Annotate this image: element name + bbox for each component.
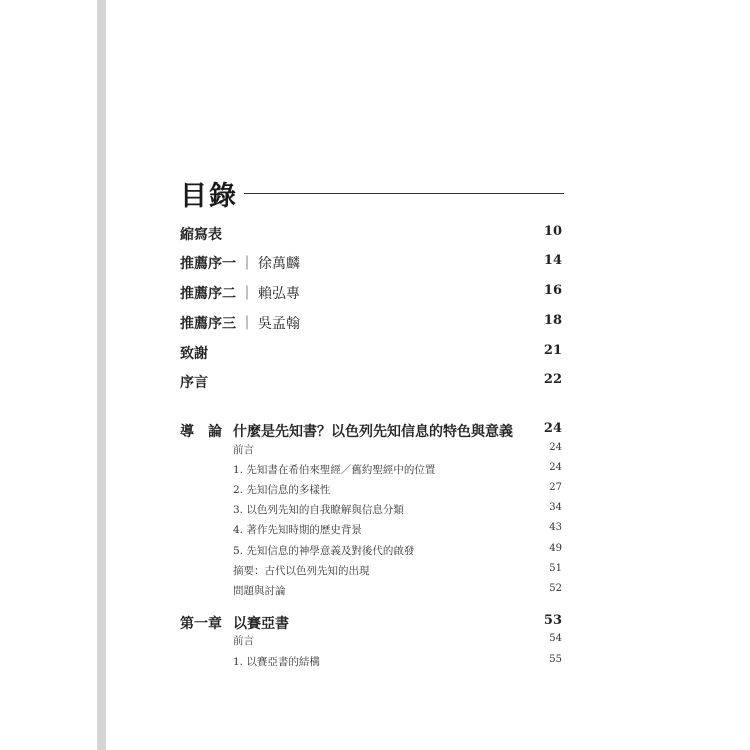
entry-label xyxy=(180,313,300,333)
toc-section-introduction[interactable] xyxy=(180,421,562,443)
toc-subentry[interactable] xyxy=(233,563,562,581)
subentry-page: 34 xyxy=(549,502,562,513)
section-label: 第一章 xyxy=(180,616,222,632)
toc-subentry[interactable] xyxy=(233,482,562,500)
page-edge-bar xyxy=(97,0,106,750)
entry-page: 14 xyxy=(543,253,562,268)
subentry-label: 2. 先知信息的多樣性 xyxy=(233,484,331,496)
entry-author: 吳孟翰 xyxy=(258,316,300,332)
entry-label xyxy=(180,283,300,303)
entry-label-text: 推薦序三 xyxy=(180,316,236,332)
entry-author: 徐萬麟 xyxy=(258,256,300,272)
entry-label xyxy=(180,253,300,273)
subentry-page: 55 xyxy=(549,654,562,665)
subentry-label: 問題與討論 xyxy=(233,585,286,597)
section-page: 24 xyxy=(543,421,562,436)
subentry-label: 前言 xyxy=(233,635,254,647)
section-label: 導 論 xyxy=(180,424,222,440)
subentry-page: 52 xyxy=(549,583,562,594)
entry-page: 21 xyxy=(543,343,562,358)
entry-label: 致謝 xyxy=(180,346,208,362)
subentry-label: 前言 xyxy=(233,444,254,456)
section-page: 53 xyxy=(543,613,562,628)
entry-page: 10 xyxy=(543,224,562,239)
toc-title: 目錄 xyxy=(180,181,238,212)
entry-author: 賴弘專 xyxy=(258,286,300,302)
entry-separator: ｜ xyxy=(240,286,254,302)
toc-section-chapter-1[interactable] xyxy=(180,613,562,635)
toc-subentry[interactable] xyxy=(233,522,562,540)
entry-label-text: 推薦序一 xyxy=(180,256,236,272)
toc-subentry[interactable] xyxy=(233,543,562,561)
toc-entry-preface[interactable] xyxy=(180,372,562,394)
entry-label: 縮寫表 xyxy=(180,227,222,243)
toc-subentry[interactable] xyxy=(233,633,562,651)
entry-page: 22 xyxy=(543,372,562,387)
toc-subentry[interactable] xyxy=(233,442,562,460)
toc-subentry[interactable] xyxy=(233,583,562,601)
subentry-page: 43 xyxy=(549,522,562,533)
entry-page: 18 xyxy=(543,313,562,328)
title-rule xyxy=(244,193,564,194)
section-title: 什麼是先知書？以色列先知信息的特色與意義 xyxy=(233,424,513,440)
entry-separator: ｜ xyxy=(240,256,254,272)
subentry-page: 54 xyxy=(549,633,562,644)
toc-subentry[interactable] xyxy=(233,654,562,672)
entry-label-text: 推薦序二 xyxy=(180,286,236,302)
toc-entry-abbreviations[interactable] xyxy=(180,224,562,246)
subentry-label: 4. 著作先知時期的歷史背景 xyxy=(233,524,362,536)
entry-separator: ｜ xyxy=(240,316,254,332)
toc-entry-foreword-2[interactable] xyxy=(180,283,562,305)
subentry-page: 49 xyxy=(549,543,562,554)
subentry-page: 24 xyxy=(549,442,562,453)
subentry-page: 27 xyxy=(549,482,562,493)
subentry-label: 1. 先知書在希伯來聖經／舊約聖經中的位置 xyxy=(233,464,436,476)
entry-page: 16 xyxy=(543,283,562,298)
toc-entry-foreword-3[interactable] xyxy=(180,313,562,335)
toc-subentry[interactable] xyxy=(233,462,562,480)
section-title: 以賽亞書 xyxy=(233,616,289,632)
entry-label: 序言 xyxy=(180,375,208,391)
subentry-page: 24 xyxy=(549,462,562,473)
subentry-label: 摘要：古代以色列先知的出現 xyxy=(233,565,370,577)
subentry-label: 5. 先知信息的神學意義及對後代的啟發 xyxy=(233,545,415,557)
toc-subentry[interactable] xyxy=(233,502,562,520)
subentry-label: 1. 以賽亞書的結構 xyxy=(233,656,320,668)
subentry-page: 51 xyxy=(549,563,562,574)
toc-entry-acknowledgements[interactable] xyxy=(180,343,562,365)
subentry-label: 3. 以色列先知的自我瞭解與信息分類 xyxy=(233,504,404,516)
toc-entry-foreword-1[interactable] xyxy=(180,253,562,275)
